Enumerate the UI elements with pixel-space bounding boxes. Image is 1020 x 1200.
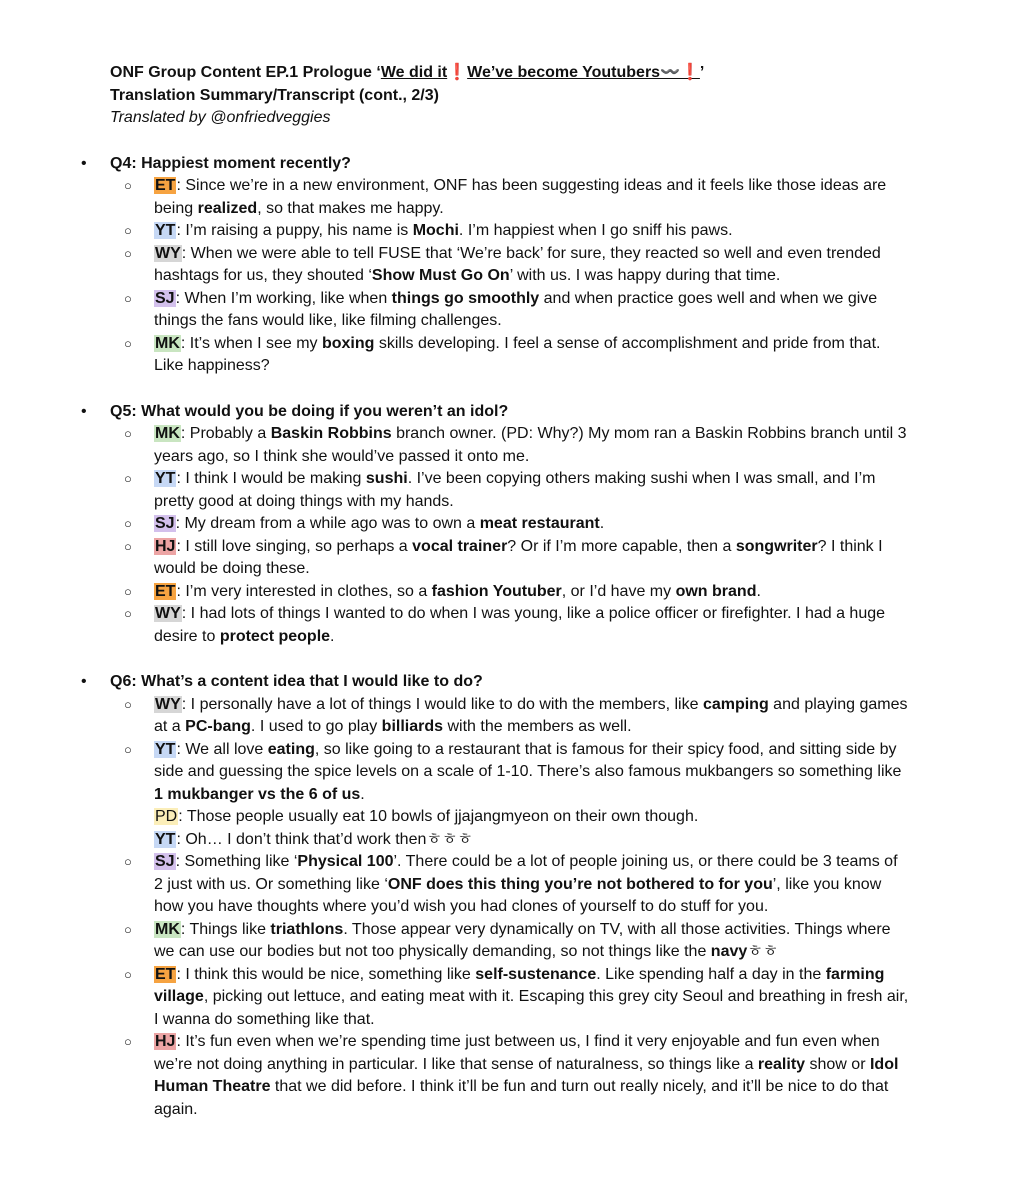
title-link-youtubers[interactable]: We’ve become Youtubers〰️❗ (467, 64, 700, 81)
answer-item (154, 220, 910, 243)
answer-text: : I’m raising a puppy, his name is (176, 222, 413, 239)
answer-text: ? I think I would be doing these. (154, 537, 883, 577)
document-page (110, 62, 910, 1121)
answer-text-bold: songwriter (735, 537, 818, 555)
speaker-tag: YT (155, 470, 176, 487)
episode-title: ONF Group Content EP.1 Prologue ‘We did it❗We’ve become Youtubers〰️❗’ (110, 64, 705, 81)
answer-list (110, 423, 910, 648)
speaker-tag: ET (155, 177, 176, 194)
answer-text: . Those appear very dynamically on TV, with all those activities. Things where we can use our bodies but not too physically demanding, so not things like the (154, 920, 891, 960)
answer-item (154, 423, 910, 468)
title-link-we-did-it[interactable]: We did it (380, 64, 448, 81)
qa-section (110, 153, 910, 378)
answer-text: , or I’d have my (561, 582, 676, 600)
answer-text: and when practice goes well and when we give things the fans would like, like filming challenges. (154, 289, 878, 329)
answer-text: : We all love (176, 740, 268, 758)
answer-text: : I personally have a lot of things I would like to do with the members, like (181, 695, 703, 713)
answer-text: : Things like (180, 920, 271, 938)
answer-text-bold: boxing (321, 334, 375, 352)
question-heading: • Q4: Happiest moment recently? (110, 153, 910, 176)
answer-text-bold: triathlons (270, 920, 344, 938)
exclamation-icon: ❗ (447, 64, 468, 81)
answer-text: : Since we’re in a new environment, ONF has been suggesting ideas and it feels like those ideas are being (154, 177, 887, 217)
answer-item (154, 851, 910, 919)
answer-text-bold: navy (710, 943, 748, 960)
speaker-tag: PD (155, 808, 178, 825)
answer-text: ’. There could be a lot of people joining us, or there could be 3 teams of 2 just with us. Or something like ‘ (154, 853, 898, 893)
speaker-tag: WY (155, 695, 181, 713)
answer-text-bold: PC-bang (185, 718, 251, 735)
answer-text-bold: Show Must Go On (371, 267, 510, 284)
answer-item (154, 603, 910, 648)
answer-text: ’, like you know how you have thoughts where you’d wish you had clones of yourself to do stuff for you. (154, 875, 882, 915)
speaker-tag: WY (155, 605, 181, 622)
speaker-tag: MK (155, 920, 180, 938)
answer-text: with the members as well. (443, 718, 632, 735)
answer-text: : When I’m working, like when (175, 289, 392, 307)
answer-item (154, 288, 910, 333)
answer-text-bold: own brand (675, 582, 757, 600)
exclamation-icon: ❗ (680, 64, 700, 81)
answer-text: : Those people usually eat 10 bowls of jjajangmyeon on their own though. (178, 808, 699, 825)
answer-item (154, 919, 910, 964)
answer-text: : I had lots of things I wanted to do when I was young, like a police officer or firefighter. I had a huge desire to (154, 605, 886, 645)
answer-text-bold: sushi (365, 470, 408, 487)
speaker-tag: ET (155, 965, 176, 983)
answer-item (154, 739, 910, 807)
question-heading: • Q5: What would you be doing if you weren’t an idol? (110, 401, 910, 424)
answer-text-bold: protect people (219, 627, 331, 645)
answer-text: . (330, 627, 335, 645)
answer-list (110, 175, 910, 378)
answer-text: : I think I would be making (176, 470, 366, 487)
answer-item (154, 1031, 910, 1121)
speaker-tag: MK (155, 425, 180, 442)
answer-item (154, 964, 910, 1032)
answer-text: : Probably a (180, 425, 271, 442)
document-header (110, 62, 910, 130)
answer-item (154, 829, 910, 852)
answer-item (154, 333, 910, 378)
answer-text: . I’m happiest when I go sniff his paws. (458, 222, 733, 239)
answer-text: show or (805, 1055, 870, 1073)
qa-section (110, 401, 910, 649)
answer-text: branch owner. (PD: Why?) My mom ran a Baskin Robbins branch until 3 years ago, so I think she would’ve passed it onto me. (154, 425, 907, 465)
speaker-tag: SJ (155, 515, 175, 532)
answer-item (154, 581, 910, 604)
answer-text: ㅎㅎ (747, 943, 779, 960)
qa-section (110, 671, 910, 1121)
answer-text: ? Or if I’m more capable, then a (507, 537, 736, 555)
answer-text: : Something like ‘ (175, 853, 298, 870)
answer-text: : I still love singing, so perhaps a (176, 537, 413, 555)
speaker-tag: SJ (155, 853, 175, 870)
answer-item (154, 175, 910, 220)
speaker-tag: SJ (155, 289, 175, 307)
answer-text: . (599, 515, 605, 532)
answer-text: : I’m very interested in clothes, so a (176, 582, 432, 600)
translator-credit: Translated by @onfriedveggies (110, 109, 331, 126)
speaker-tag: YT (155, 740, 176, 758)
answer-text-bold: self-sustenance (475, 965, 597, 983)
answer-text: , so like going to a restaurant that is famous for their spicy food, and sitting side by side and guessing the spice levels on a scale of 1-10. There’s also famous mukbangers so something like (154, 740, 902, 780)
answer-text: : When we were able to tell FUSE that ‘We’re back’ for sure, they reacted so well and even trended hashtags for us, they shouted ‘ (154, 244, 881, 284)
answer-text-bold: fashion Youtuber (431, 582, 562, 600)
answer-text-bold: Physical 100 (297, 853, 394, 870)
speaker-tag: WY (155, 244, 181, 262)
answer-text-bold: billiards (381, 718, 444, 735)
document-subtitle: Translation Summary/Transcript (cont., 2/3) (110, 86, 439, 104)
answer-text-bold: eating (267, 740, 315, 758)
answer-text: , so that makes me happy. (257, 199, 444, 217)
answer-item (154, 468, 910, 513)
speaker-tag: HJ (155, 537, 176, 555)
answer-text: : Oh… I don’t think that’d work thenㅎㅎㅎ (176, 830, 473, 848)
answer-text: , picking out lettuce, and eating meat with it. Escaping this grey city Seoul and breathing in fresh air, I wanna do something like that. (154, 988, 909, 1028)
answer-list (110, 694, 910, 1122)
speaker-tag: HJ (155, 1033, 176, 1050)
answer-text-bold: ONF does this thing you’re not bothered to for you (387, 875, 773, 893)
answer-text: that we did before. I think it’ll be fun and turn out really nicely, and it’ll be nice to do that again. (154, 1078, 889, 1118)
answer-text-bold: farming village (154, 965, 885, 1005)
answer-text-bold: Mochi (412, 222, 459, 239)
qa-sections (110, 153, 910, 1122)
answer-text: . (756, 582, 761, 600)
answer-text: . Like spending half a day in the (596, 965, 826, 983)
answer-text: . I’ve been copying others making sushi when I was small, and I’m pretty good at doing things with my hands. (154, 470, 876, 510)
question-heading: • Q6: What’s a content idea that I would like to do? (110, 671, 910, 694)
answer-text-bold: things go smoothly (391, 289, 540, 307)
answer-text-bold: realized (197, 199, 258, 217)
answer-text-bold: vocal trainer (412, 537, 508, 555)
answer-text: : It’s fun even when we’re spending time just between us, I find it very enjoyable and fun even when we’re not doing anything in particular. I like that sense of naturalness, so things like a (154, 1033, 880, 1073)
answer-item (154, 513, 910, 536)
answer-text: and playing games at a (154, 695, 908, 735)
answer-text: : I think this would be nice, something like (176, 965, 476, 983)
answer-text: . (360, 785, 365, 803)
answer-text: : It’s when I see my (180, 334, 322, 352)
answer-text-bold: 1 mukbanger vs the 6 of us (154, 785, 361, 803)
answer-text: skills developing. I feel a sense of accomplishment and pride from that. Like happiness? (154, 334, 881, 374)
answer-text: : My dream from a while ago was to own a (175, 515, 480, 532)
answer-text-bold: reality (757, 1055, 806, 1073)
answer-item (154, 243, 910, 288)
answer-item (154, 536, 910, 581)
answer-text-bold: meat restaurant (479, 515, 600, 532)
answer-text: . I used to go play (250, 718, 382, 735)
answer-item (154, 694, 910, 739)
answer-item (154, 806, 910, 829)
speaker-tag: YT (155, 222, 176, 239)
speaker-tag: MK (155, 334, 180, 352)
answer-text: ’ with us. I was happy during that time. (509, 267, 781, 284)
answer-text-bold: Idol Human Theatre (154, 1055, 899, 1095)
speaker-tag: YT (155, 830, 176, 848)
speaker-tag: ET (155, 582, 176, 600)
answer-text-bold: Baskin Robbins (270, 425, 392, 442)
answer-text-bold: camping (702, 695, 769, 713)
